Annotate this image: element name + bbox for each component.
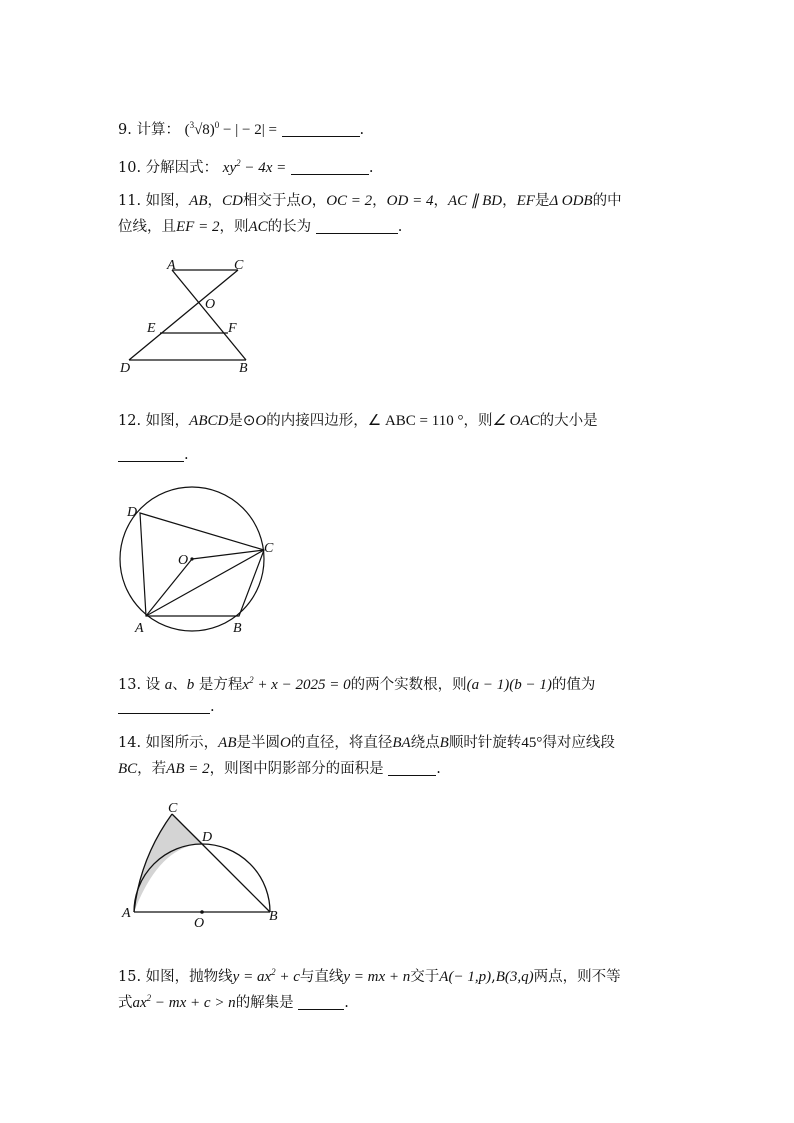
q13-answer-blank[interactable] xyxy=(118,699,210,714)
label-B: B xyxy=(233,621,242,636)
q11-number: 11. xyxy=(118,193,142,209)
label-D: D xyxy=(202,830,213,845)
figure-11 xyxy=(112,252,262,378)
label-C: C xyxy=(234,258,244,273)
q9-rest: − | − 2| = xyxy=(223,122,277,138)
q14-answer-blank[interactable] xyxy=(388,761,436,776)
q12-answer-blank[interactable] xyxy=(118,447,184,462)
question-13-line2: . xyxy=(118,694,215,720)
question-14-line2: BC，若AB = 2，则图中阴影部分的面积是 . xyxy=(118,761,441,777)
label-A: A xyxy=(122,906,131,921)
q9-answer-blank[interactable] xyxy=(282,122,360,137)
question-15: 15. 如图，抛物线$y = ax^2 + c$与直线y = mx + n交于A(− 1,p),B(3,q)两点，则不等 xyxy=(118,967,621,985)
label-E: E xyxy=(147,321,156,336)
q11-answer-blank[interactable] xyxy=(316,219,398,234)
q15-number: 15. xyxy=(118,969,142,985)
q9-root-index: 3 xyxy=(189,120,195,130)
segment-BC xyxy=(172,814,270,912)
question-15-line2: 式$ax^2$ − mx + c > n的解集是 . xyxy=(118,993,349,1011)
figure-12 xyxy=(112,484,280,640)
figure-14 xyxy=(112,798,292,936)
q10-expression: $xy^2 - 4x$ = xyxy=(222,158,287,176)
label-F: F xyxy=(228,321,237,336)
label-O: O xyxy=(178,553,189,568)
q11-CD: CD xyxy=(222,193,243,209)
label-B: B xyxy=(269,909,278,924)
label-O: O xyxy=(194,916,205,931)
label-A: A xyxy=(167,258,176,273)
label-C: C xyxy=(264,541,274,556)
label-A: A xyxy=(135,621,144,636)
question-11: 11. 如图，AB，CD相交于点O，OC = 2，OD = 4，AC ∥ BD，EF是Δ ODB的中 xyxy=(118,193,622,209)
q10-label: 分解因式： xyxy=(145,160,219,176)
q14-number: 14. xyxy=(118,735,142,751)
label-D: D xyxy=(127,505,138,520)
q11-AB: AB xyxy=(189,193,208,209)
question-12-line2: . xyxy=(118,442,189,468)
question-10: 10. 分解因式： $xy^2 - 4x$ = . xyxy=(118,158,374,176)
q11-text: 如图， xyxy=(145,193,190,209)
q9-number: 9. xyxy=(118,122,132,138)
label-C: C xyxy=(168,801,178,816)
q12-number: 12. xyxy=(118,413,142,429)
label-O: O xyxy=(205,297,216,312)
q13-number: 13. xyxy=(118,677,142,693)
question-12: 12. 如图，ABCD是⊙O的内接四边形，∠ ABC = 110 °，则∠ OAC的大小是 xyxy=(118,413,598,429)
q9-expression: $(^3√8)^0$ − | − 2| = xyxy=(184,120,277,138)
q10-answer-blank[interactable] xyxy=(291,160,369,175)
segment-OC xyxy=(192,550,264,559)
q9-radicand: 8 xyxy=(202,122,210,138)
q9-label: 计算： xyxy=(136,122,180,138)
question-13: 13. 设 a、b 是方程$x^2 + x - 2025 = 0$的两个实数根，则(a − 1)(b − 1)的值为 xyxy=(118,675,596,693)
question-14: 14. 如图所示，AB是半圆O的直径，将直径BA绕点B顺时针旋转45°得对应线段 xyxy=(118,735,615,751)
q10-number: 10. xyxy=(118,160,142,176)
label-D: D xyxy=(120,361,131,376)
center-dot xyxy=(200,910,204,914)
question-11-line2: 位线，且EF = 2，则AC的长为 . xyxy=(118,219,403,235)
q15-answer-blank[interactable] xyxy=(298,995,344,1010)
question-9: 9. 计算： $(^3√8)^0$ − | − 2| = . xyxy=(118,120,365,138)
label-B: B xyxy=(239,361,248,376)
center-dot xyxy=(190,557,193,560)
q9-exponent: 0 xyxy=(214,120,220,130)
shaded-region xyxy=(134,814,204,912)
